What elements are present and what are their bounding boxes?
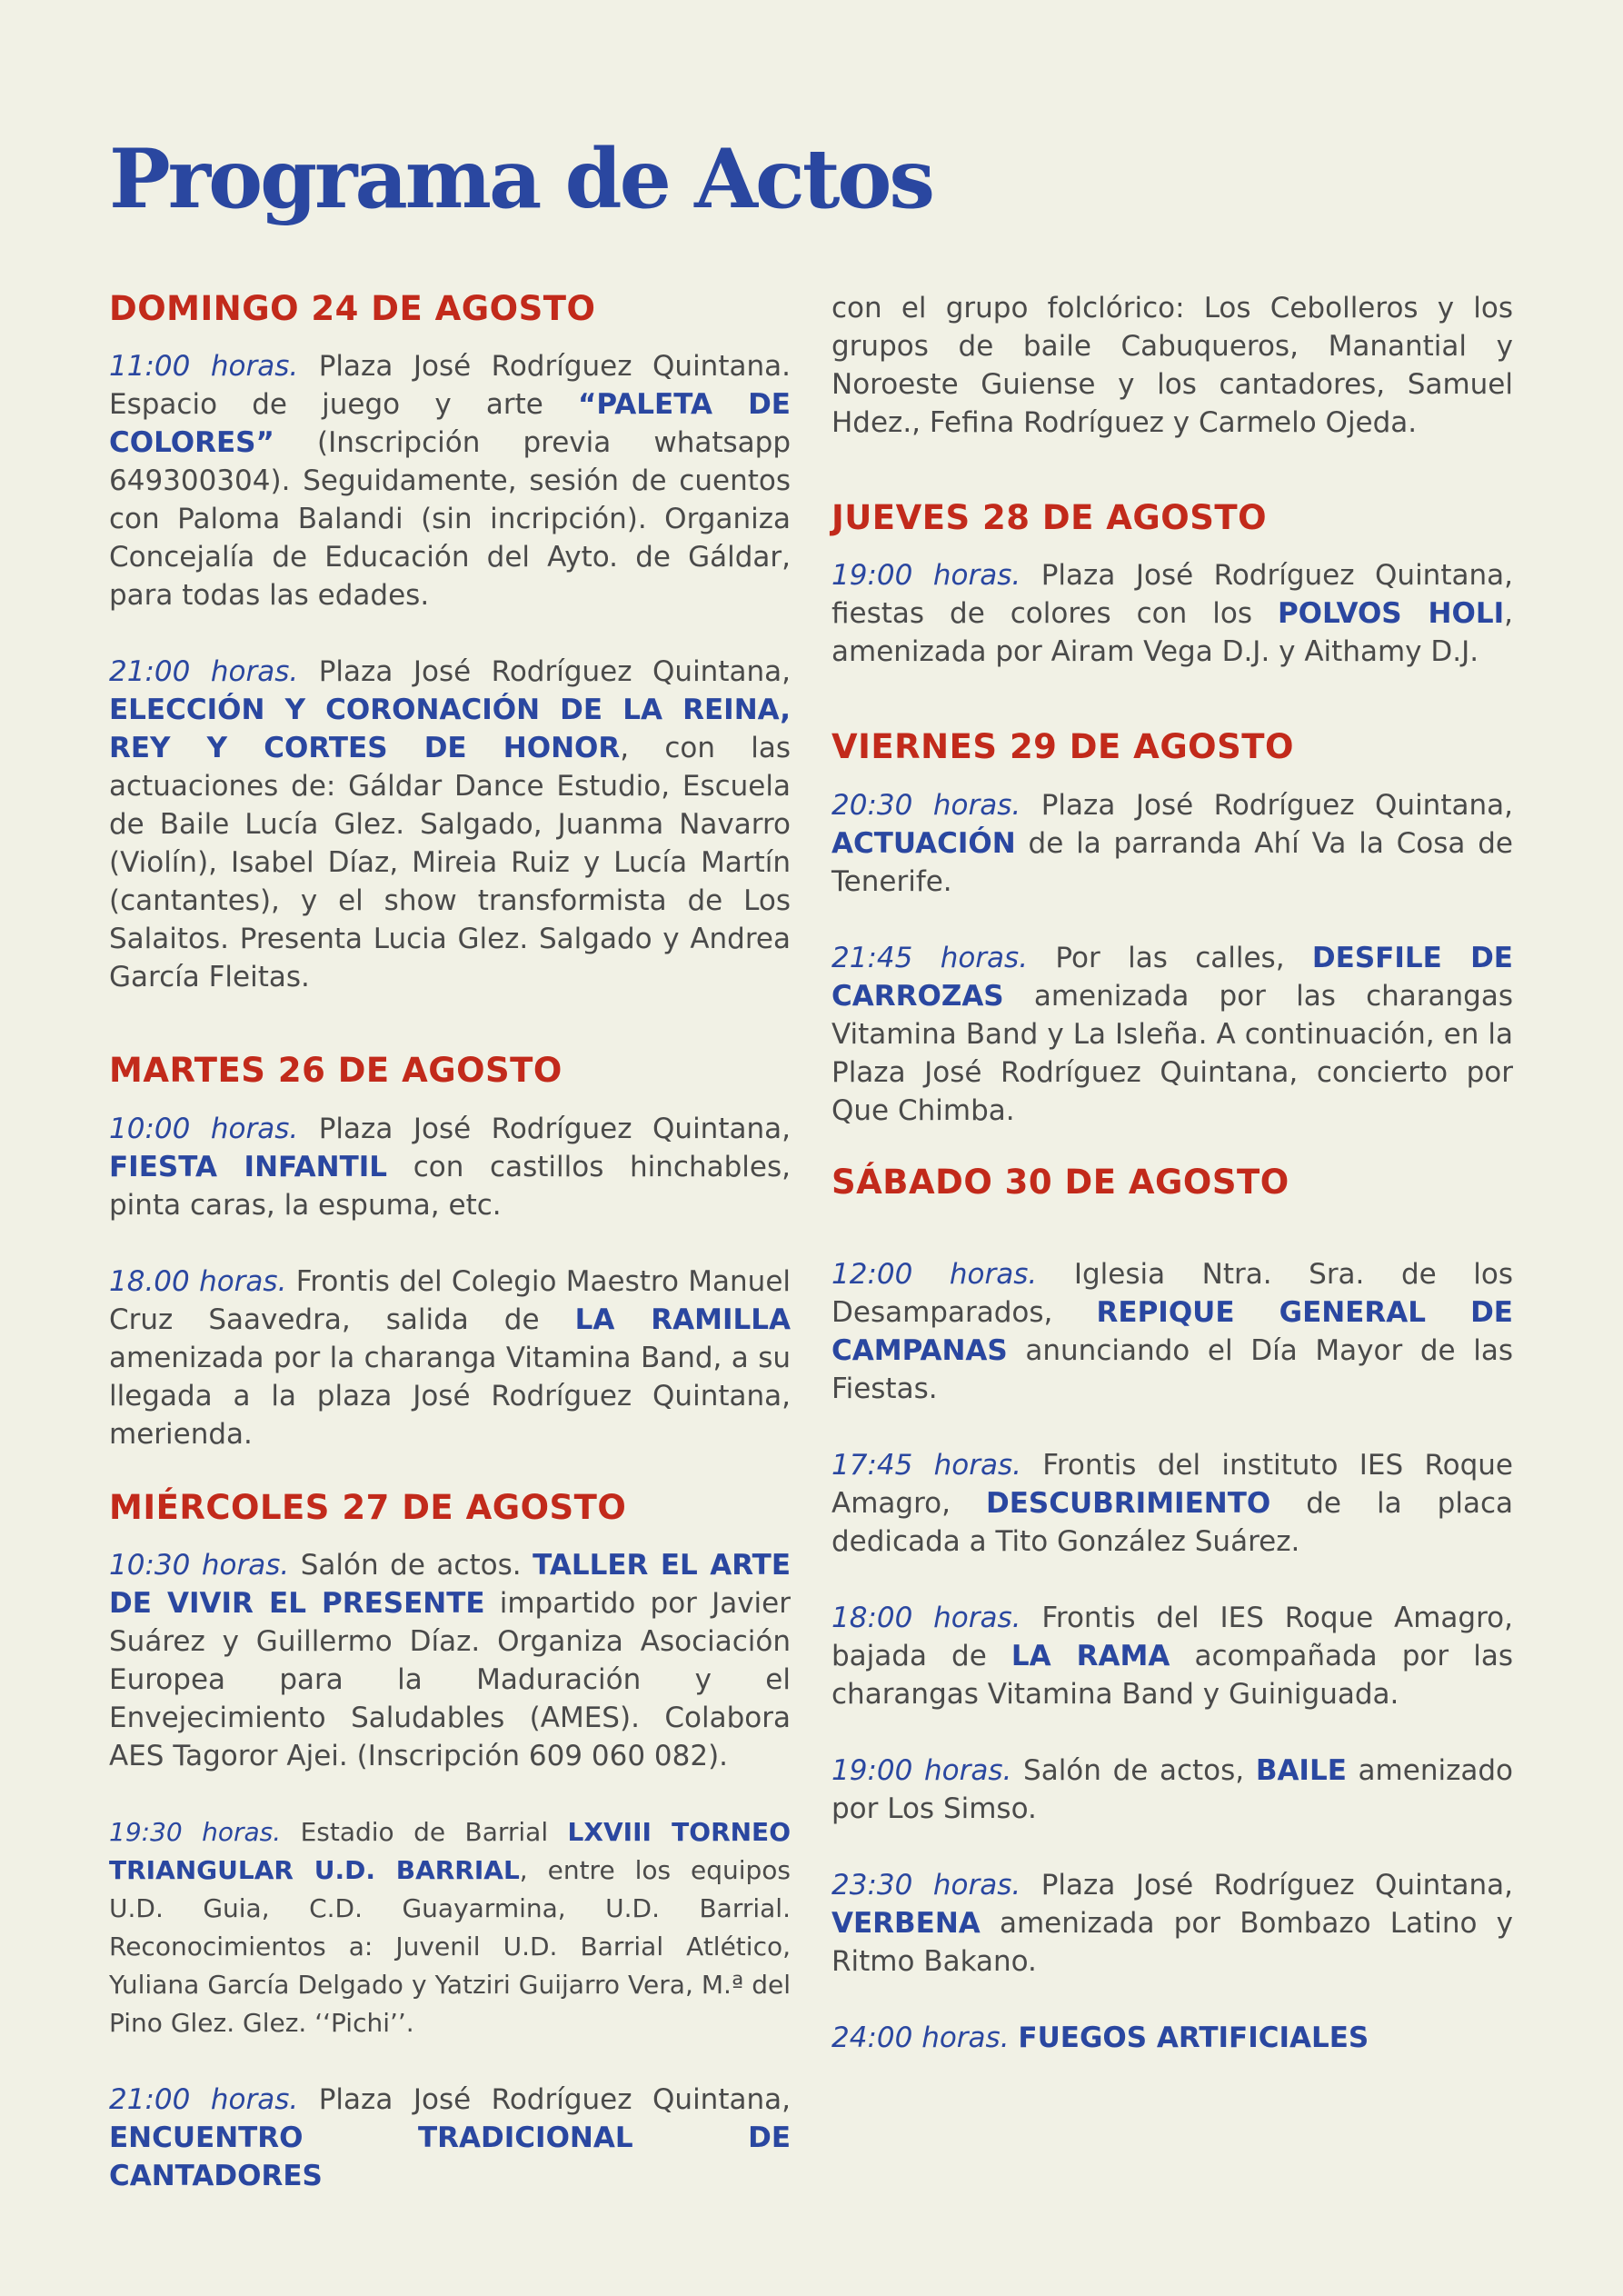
event-entry <box>831 556 1513 671</box>
event-text: Plaza José Rodríguez Quintana, <box>298 2083 791 2117</box>
event-text: Plaza José Rodríguez Quintana, <box>1021 788 1513 822</box>
event-text: , amenizada por Airam Vega D.J. y Aithamy D.J. <box>831 597 1513 669</box>
event-text: Plaza José Rodríguez Quintana, fiestas de colores con los <box>831 559 1513 631</box>
event-text: Frontis del IES Roque Amagro, bajada de <box>831 1602 1513 1673</box>
event-entry <box>831 1866 1513 1981</box>
event-text: Salón de actos. <box>289 1549 533 1582</box>
event-highlight: BAILE <box>1255 1754 1347 1788</box>
event-entry-continued: con el grupo folclórico: Los Cebolleros y los grupos de baile Cabuqueros, Manantial y Noroeste Guiense y los cantadores, Samuel Hdez., Fefina Rodríguez y Carmelo Ojeda. <box>831 292 1513 439</box>
day-heading-wednesday-27: MIÉRCOLES 27 DE AGOSTO <box>109 1487 627 1527</box>
event-time: 12:00 horas. <box>831 1258 1038 1292</box>
event-highlight: “PALETA DE COLORES” <box>109 388 791 460</box>
event-highlight: ENCUENTRO TRADICIONAL DE CANTADORES <box>109 2121 791 2193</box>
event-highlight: LA RAMILLA <box>574 1303 792 1336</box>
event-text: (Inscripción previa whatsapp 649300304). Seguidamente, sesión de cuentos con Paloma Balandi (sin incripción). Organiza Concejalía de Educación del Ayto. de Gáldar, para todas las edades. <box>109 426 791 613</box>
day-heading-thursday-28: JUEVES 28 DE AGOSTO <box>831 498 1268 537</box>
event-time: 19:00 horas. <box>831 1754 1012 1788</box>
event-text: con castillos hinchables, pinta caras, la espuma, etc. <box>109 1150 791 1222</box>
event-highlight: REPIQUE GENERAL DE CAMPANAS <box>831 1296 1513 1368</box>
event-text: anunciando el Día Mayor de las Fiestas. <box>831 1334 1513 1406</box>
event-entry <box>831 786 1513 901</box>
event-time: 21:00 horas. <box>109 655 299 689</box>
event-text: de la placa dedicada a Tito González Suárez. <box>831 1487 1513 1559</box>
event-time: 19:30 horas. <box>109 1817 282 1848</box>
event-text: Plaza José Rodríguez Quintana, <box>298 1112 791 1145</box>
event-entry <box>109 1263 791 1453</box>
page-title: Programa de Actos <box>109 131 933 227</box>
event-time: 23:30 horas. <box>831 1869 1021 1902</box>
right-column <box>831 289 1513 2057</box>
event-text: Plaza José Rodríguez Quintana, <box>298 655 791 689</box>
event-time: 20:30 horas. <box>831 788 1021 822</box>
event-entry <box>831 2019 1513 2057</box>
event-text: , con las actuaciones de: Gáldar Dance Estudio, Escuela de Baile Lucía Glez. Salgado, Juanma Navarro (Violín), Isabel Díaz, Mireia Ruiz y Lucía Martín (cantantes), y el show transformista de Los Salaitos. Presenta Lucia Glez. Salgado y Andrea García Fleitas. <box>109 732 791 994</box>
left-column <box>109 289 791 2195</box>
event-text: Por las calles, <box>1028 941 1312 974</box>
event-entry <box>831 1446 1513 1561</box>
event-entry <box>831 1255 1513 1408</box>
event-time: 21:45 horas. <box>831 941 1029 974</box>
event-text: amenizada por Bombazo Latino y Ritmo Bakano. <box>831 1907 1513 1979</box>
event-time: 19:00 horas. <box>831 559 1021 593</box>
event-text: Iglesia Ntra. Sra. de los Desamparados, <box>831 1258 1513 1330</box>
event-text: de la parranda Ahí Va la Cosa de Tenerife. <box>831 826 1513 898</box>
event-time: 11:00 horas. <box>109 350 299 384</box>
event-time: 10:00 horas. <box>109 1112 299 1145</box>
event-text: acompañada por las charangas Vitamina Band y Guiniguada. <box>831 1640 1513 1712</box>
event-text: Estadio de Barrial <box>281 1817 568 1848</box>
event-entry <box>109 1813 791 2042</box>
event-highlight: FIESTA INFANTIL <box>109 1150 388 1183</box>
event-entry <box>831 939 1513 1130</box>
event-highlight: VERBENA <box>831 1907 981 1941</box>
day-heading-saturday-30: SÁBADO 30 DE AGOSTO <box>831 1162 1289 1202</box>
event-highlight: DESFILE DE CARROZAS <box>831 941 1513 1013</box>
day-heading-friday-29: VIERNES 29 DE AGOSTO <box>831 727 1294 767</box>
event-text: Plaza José Rodríguez Quintana, <box>1021 1869 1513 1902</box>
event-entry <box>831 1752 1513 1828</box>
event-entry <box>109 347 791 614</box>
event-highlight: DESCUBRIMIENTO <box>986 1487 1271 1521</box>
event-time: 24:00 horas. <box>831 2021 1010 2055</box>
day-heading-sunday-24: DOMINGO 24 DE AGOSTO <box>109 289 596 328</box>
event-time: 21:00 horas. <box>109 2083 299 2117</box>
event-highlight: TALLER EL ARTE DE VIVIR EL PRESENTE <box>109 1549 792 1621</box>
event-text: impartido por Javier Suárez y Guillermo Díaz. Organiza Asociación Europea para la Maduración y el Envejecimiento Saludables (AMES). Colabora AES Tagoror Ajei. (Inscripción 609 060 082). <box>109 1587 791 1773</box>
event-highlight: ACTUACIÓN <box>831 826 1016 860</box>
event-time: 18.00 horas. <box>109 1264 287 1298</box>
event-text: amenizada por las charangas Vitamina Band y La Isleña. A continuación, en la Plaza José Rodríguez Quintana, concierto por Que Chimba. <box>831 979 1513 1127</box>
event-time: 18:00 horas. <box>831 1602 1021 1635</box>
event-text: Salón de actos, <box>1011 1754 1256 1788</box>
event-text: Frontis del instituto IES Roque Amagro, <box>831 1449 1513 1521</box>
event-text: , entre los equipos U.D. Guia, C.D. Guayarmina, U.D. Barrial. Reconocimientos a: Juvenil U.D. Barrial Atlético, Yuliana García Delgado y Yatziri Guijarro Vera, M.ª del Pino Glez. Glez. ‘‘Pichi’’. <box>109 1855 791 2039</box>
event-entry <box>831 1599 1513 1713</box>
event-highlight: LA RAMA <box>1011 1640 1170 1673</box>
event-entry <box>109 1110 791 1224</box>
event-text: amenizada por la charanga Vitamina Band, a su llegada a la plaza José Rodríguez Quintana, merienda. <box>109 1341 791 1451</box>
event-text <box>1010 2021 1019 2054</box>
event-entry <box>109 2081 791 2195</box>
event-text: Frontis del Colegio Maestro Manuel Cruz Saavedra, salida de <box>109 1264 792 1336</box>
event-text: Plaza José Rodríguez Quintana. Espacio de juego y arte <box>109 350 791 422</box>
day-heading-tuesday-26: MARTES 26 DE AGOSTO <box>109 1051 563 1091</box>
event-text: amenizado por Los Simso. <box>831 1754 1514 1826</box>
event-highlight: FUEGOS ARTIFICIALES <box>1018 2021 1369 2055</box>
event-highlight: LXVIII TORNEO TRIANGULAR U.D. BARRIAL <box>109 1817 791 1886</box>
event-highlight: ELECCIÓN Y CORONACIÓN DE LA REINA, REY Y CORTES DE HONOR <box>109 694 791 765</box>
event-entry <box>109 1546 791 1775</box>
event-entry <box>109 653 791 996</box>
event-highlight: POLVOS HOLI <box>1277 597 1505 631</box>
event-time: 10:30 horas. <box>109 1549 290 1582</box>
event-time: 17:45 horas. <box>831 1449 1021 1482</box>
